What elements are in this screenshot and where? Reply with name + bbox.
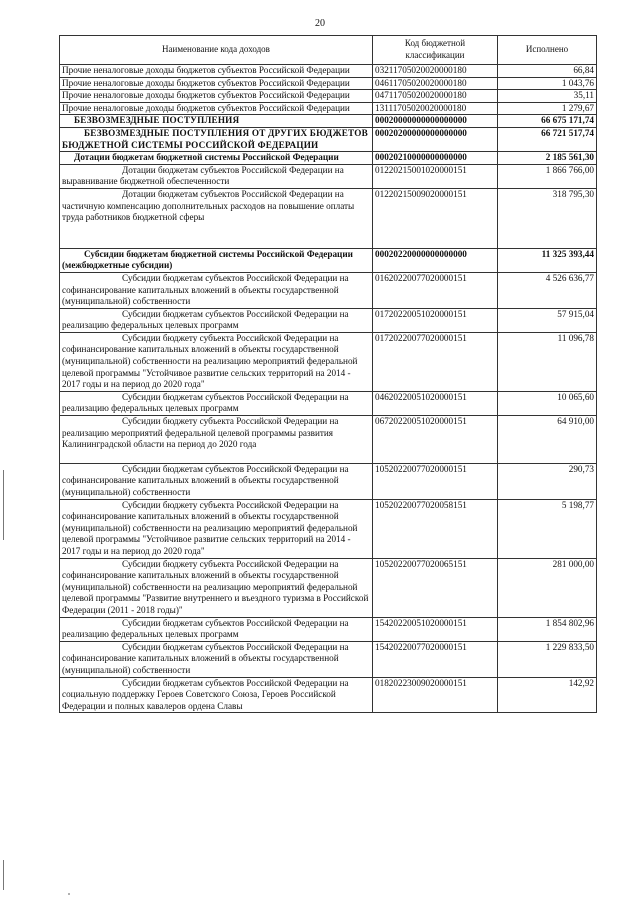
row-amount: 35,11 <box>498 90 597 103</box>
row-code: 00020000000000000000 <box>373 115 498 128</box>
row-name: Прочие неналоговые доходы бюджетов субъектов Российской Федерации <box>60 77 373 90</box>
row-code: 01620220077020000151 <box>373 272 498 308</box>
scan-speck <box>68 893 70 895</box>
row-code: 15420220051020000151 <box>373 617 498 641</box>
table-row <box>60 308 597 332</box>
table-row-section <box>60 248 597 272</box>
row-amount: 290,73 <box>498 463 597 499</box>
table-header-row <box>60 36 597 65</box>
header-amount: Исполнено <box>498 36 597 65</box>
row-name: Субсидии бюджетам субъектов Российской Федерации на реализацию федеральных целевых программ <box>60 617 373 641</box>
row-amount: 66,84 <box>498 65 597 78</box>
table-row <box>60 499 597 558</box>
row-amount: 4 526 636,77 <box>498 272 597 308</box>
row-code: 01720220051020000151 <box>373 308 498 332</box>
row-amount: 57 915,04 <box>498 308 597 332</box>
row-amount: 1 854 802,96 <box>498 617 597 641</box>
row-name: Прочие неналоговые доходы бюджетов субъектов Российской Федерации <box>60 102 373 115</box>
row-amount: 2 185 561,30 <box>498 152 597 165</box>
table-row <box>60 641 597 677</box>
row-code: 00020220000000000000 <box>373 248 498 272</box>
revenue-table <box>59 35 597 713</box>
row-code: 15420220077020000151 <box>373 641 498 677</box>
table-row <box>60 332 597 391</box>
row-name: Прочие неналоговые доходы бюджетов субъектов Российской Федерации <box>60 90 373 103</box>
row-amount: 281 000,00 <box>498 558 597 617</box>
row-amount: 64 910,00 <box>498 416 597 464</box>
table-row <box>60 617 597 641</box>
row-name: Субсидии бюджетам субъектов Российской Федерации на софинансирование капитальных вложений в объекты государственной (муниципальной) собственности <box>60 641 373 677</box>
page-number: 20 <box>315 18 325 29</box>
row-name: Субсидии бюджетам субъектов Российской Федерации на софинансирование капитальных вложений в объекты государственной (муниципальной) собственности <box>60 463 373 499</box>
row-amount: 11 096,78 <box>498 332 597 391</box>
header-code: Код бюджетной классификации <box>373 36 498 65</box>
row-name: Субсидии бюджетам субъектов Российской Федерации на софинансирование капитальных вложений в объекты государственной (муниципальной) собственности <box>60 272 373 308</box>
row-code: 00020210000000000000 <box>373 152 498 165</box>
row-code: 01220215009020000151 <box>373 188 498 248</box>
row-name: Дотации бюджетам субъектов Российской Федерации на частичную компенсацию дополнительных расходов на повышение оплаты труда работников бюджетной сферы <box>60 188 373 248</box>
row-name: Субсидии бюджету субъекта Российской Федерации на софинансирование капитальных вложений в объекты государственной (муниципальной) собственности на реализацию мероприятий федеральной целевой программы "Устойчивое развитие сельских территорий на 2014 - 2017 годы и на период до 2020 года" <box>60 499 373 558</box>
table-row <box>60 90 597 103</box>
row-code: 04611705020020000180 <box>373 77 498 90</box>
table-row <box>60 416 597 464</box>
scan-margin-mark <box>3 860 4 890</box>
row-code: 10520220077020058151 <box>373 499 498 558</box>
row-amount: 1 866 766,00 <box>498 164 597 188</box>
row-name: Субсидии бюджетам субъектов Российской Федерации на социальную поддержку Героев Советского Союза, Героев Российской Федерации и полных кавалеров ордена Славы <box>60 677 373 713</box>
table-row <box>60 391 597 415</box>
row-amount: 1 229 833,50 <box>498 641 597 677</box>
row-name: Субсидии бюджету субъекта Российской Федерации на софинансирование капитальных вложений в объекты государственной (муниципальной) собственности на реализацию мероприятий федеральной целевой программы "Устойчивое развитие сельских территорий на 2014 - 2017 годы и на период до 2020 года" <box>60 332 373 391</box>
table-row <box>60 272 597 308</box>
table-row <box>60 463 597 499</box>
table-row-section <box>60 115 597 128</box>
table-row <box>60 164 597 188</box>
row-name: Субсидии бюджету субъекта Российской Федерации на реализацию мероприятий федеральной целевой программы развития Калининградской области на период до 2020 года <box>60 416 373 464</box>
row-code: 10520220077020000151 <box>373 463 498 499</box>
header-name: Наименование кода доходов <box>60 36 373 65</box>
row-amount: 1 279,67 <box>498 102 597 115</box>
table-row <box>60 558 597 617</box>
row-code: 01720220077020000151 <box>373 332 498 391</box>
row-name: БЕЗВОЗМЕЗДНЫЕ ПОСТУПЛЕНИЯ <box>60 115 373 128</box>
row-amount: 66 721 517,74 <box>498 127 597 151</box>
table-row <box>60 65 597 78</box>
table-row <box>60 188 597 248</box>
row-name: Дотации бюджетам субъектов Российской Федерации на выравнивание бюджетной обеспеченности <box>60 164 373 188</box>
row-name: Субсидии бюджетам субъектов Российской Федерации на реализацию федеральных целевых программ <box>60 308 373 332</box>
row-amount: 318 795,30 <box>498 188 597 248</box>
table-row-section <box>60 152 597 165</box>
table-row <box>60 102 597 115</box>
row-code: 06720220051020000151 <box>373 416 498 464</box>
row-code: 03211705020020000180 <box>373 65 498 78</box>
row-amount: 5 198,77 <box>498 499 597 558</box>
table-row <box>60 77 597 90</box>
table-row <box>60 677 597 713</box>
scan-margin-mark <box>3 470 4 540</box>
row-name: Прочие неналоговые доходы бюджетов субъектов Российской Федерации <box>60 65 373 78</box>
row-amount: 142,92 <box>498 677 597 713</box>
row-code: 13111705020020000180 <box>373 102 498 115</box>
row-amount: 11 325 393,44 <box>498 248 597 272</box>
row-code: 00020200000000000000 <box>373 127 498 151</box>
row-name: БЕЗВОЗМЕЗДНЫЕ ПОСТУПЛЕНИЯ ОТ ДРУГИХ БЮДЖЕТОВ БЮДЖЕТНОЙ СИСТЕМЫ РОССИЙСКОЙ ФЕДЕРАЦИИ <box>60 127 373 151</box>
row-amount: 1 043,76 <box>498 77 597 90</box>
row-name: Субсидии бюджету субъекта Российской Федерации на софинансирование капитальных вложений в объекты государственной (муниципальной) собственности на реализацию мероприятий федеральной целевой программы "Развитие внутреннего и въездного туризма в Российской Федерации (2011 - 2018 годы)" <box>60 558 373 617</box>
table-row-section <box>60 127 597 151</box>
row-code: 01220215001020000151 <box>373 164 498 188</box>
row-amount: 66 675 171,74 <box>498 115 597 128</box>
row-code: 04620220051020000151 <box>373 391 498 415</box>
row-code: 10520220077020065151 <box>373 558 498 617</box>
row-code: 04711705020020000180 <box>373 90 498 103</box>
row-name: Субсидии бюджетам субъектов Российской Федерации на реализацию федеральных целевых программ <box>60 391 373 415</box>
row-name: Субсидии бюджетам бюджетной системы Российской Федерации (межбюджетные субсидии) <box>60 248 373 272</box>
row-amount: 10 065,60 <box>498 391 597 415</box>
row-name: Дотации бюджетам бюджетной системы Российской Федерации <box>60 152 373 165</box>
row-code: 01820223009020000151 <box>373 677 498 713</box>
